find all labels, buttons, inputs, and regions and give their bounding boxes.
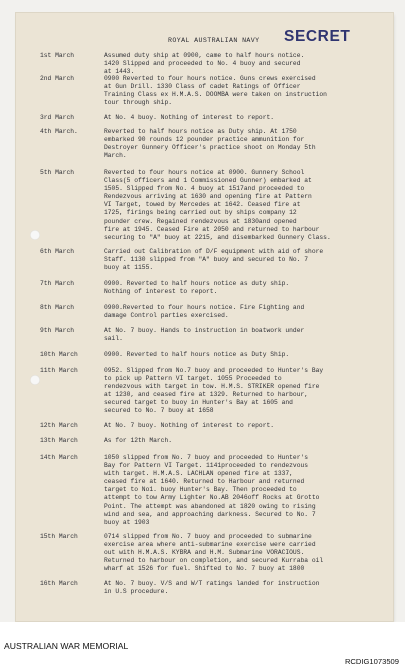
- secret-stamp: SECRET: [284, 28, 351, 45]
- record-id: RCDIG1073509: [344, 657, 399, 666]
- document-heading: ROYAL AUSTRALIAN NAVY: [168, 37, 260, 44]
- entry-date: 6th March: [40, 248, 75, 255]
- entry-date: 3rd March: [40, 114, 75, 121]
- entry-date: 2nd March: [40, 75, 75, 82]
- entry-text: 0900 Reverted to four hours notice. Guns crews exercised at Gun Drill. 1330 Class of cadet Ratings of Officer Training Class ex H.M.A.S. DOOMBA were taken on instruction tour through ship.: [104, 75, 327, 107]
- archive-footer: [0, 622, 405, 666]
- entry-date: 9th March: [40, 327, 75, 334]
- entry-text: 0714 slipped from No. 7 buoy and proceeded to submarine exercise area where anti-submarine exercise were carried out with H.M.A.S. KYBRA and H.M. Submarine VORACIOUS. Returned to harbour on completion, and secured Kurraba oil wharf at 1526 for fuel. Shifted to No. 7 buoy at 1800: [104, 533, 324, 573]
- entry-text: Carried out Calibration of D/F equipment with aid of shore Staff. 1130 slipped from "A" buoy and secured to No. 7 buoy at 1155.: [104, 248, 324, 272]
- entry-text: Assumed duty ship at 0900, came to half hours notice. 1420 Slipped and proceeded to No. 4 buoy and secured at 1443.: [104, 52, 305, 76]
- entry-text: 0900. Reverted to half hours notice as Duty Ship.: [104, 351, 290, 358]
- entry-text: 1050 slipped from No. 7 buoy and proceeded to Hunter's Bay for Pattern VI Target. 1141proceeded to rendezvous with target. H.M.A.S. LACHLAN opened fire at 1337, ceased fire at 1640. Returned to Harbour and returned target to No1. buoy Hunter's Bay. Then proceeded to attempt to tow Army Lighter No.AB 2046off Rocks at Grotto Point. The attempt was abandoned at 1820 owing to rising wind and sea, and approaching darkness. Secured to No. 7 buoy at 1903: [104, 454, 320, 526]
- entry-text: Reverted to four hours notice at 0900. Gunnery School Class(5 officers and 1 Commissioned Gunner) embarked at 1505. Slipped from No. 4 buoy at 1517and proceeded to Rendezvous arriving at 1630 and opening fire at Pattern VI Target, towed by Mercedes at 1642. Ceased fire at 1725, firings being carried out by ships company 12 pounder crew. Regained rendezvous at 1830and opened fire at 1945. Ceased Fire at 2050 and returned to harbour securing to "A" buoy at 2215, and disembarked Gunnery Class.: [104, 169, 331, 241]
- entry-text: Reverted to half hours notice as Duty ship. At 1750 embarked 90 rounds 12 pounder practice ammunition for Destroyer Gunnery Officer's practice shoot on Monday 5th March.: [104, 128, 316, 160]
- entry-text: 0900.Reverted to four hours notice. Fire Fighting and damage Control parties exercised.: [104, 304, 305, 320]
- entry-date: 12th March: [40, 422, 78, 429]
- entry-date: 13th March: [40, 437, 78, 444]
- entry-date: 11th March: [40, 367, 78, 374]
- entry-date: 14th March: [40, 454, 78, 461]
- entry-date: 4th March.: [40, 128, 78, 135]
- entry-text: At No. 7 buoy. Hands to instruction in boatwork under sail.: [104, 327, 305, 343]
- archive-name: AUSTRALIAN WAR MEMORIAL: [4, 641, 129, 651]
- entry-date: 16th March: [40, 580, 78, 587]
- entry-text: 0952. Slipped from No.7 buoy and proceeded to Hunter's Bay to pick up Pattern VI target. 1055 Proceeded to rendezvous with target in tow. H.M.S. STRIKER opened fire at 1230, and ceased fire at 1329. Returned to harbour, secured target to buoy in Hunter's Bay at 1605 and secured to No. 7 buoy at 1658: [104, 367, 324, 415]
- entry-date: 7th March: [40, 280, 75, 287]
- entry-date: 5th March: [40, 169, 75, 176]
- entry-date: 1st March: [40, 52, 75, 59]
- entry-text: As for 12th March.: [104, 437, 173, 444]
- entry-text: At No. 7 buoy. Nothing of interest to report.: [104, 422, 275, 429]
- entry-text: At No. 7 buoy. V/S and W/T ratings landed for instruction in U.S procedure.: [104, 580, 320, 596]
- entry-date: 15th March: [40, 533, 78, 540]
- entry-date: 10th March: [40, 351, 78, 358]
- entry-text: At No. 4 buoy. Nothing of interest to report.: [104, 114, 275, 121]
- entry-date: 8th March: [40, 304, 75, 311]
- entry-text: 0900. Reverted to half hours notice as duty ship. Nothing of interest to report.: [104, 280, 290, 296]
